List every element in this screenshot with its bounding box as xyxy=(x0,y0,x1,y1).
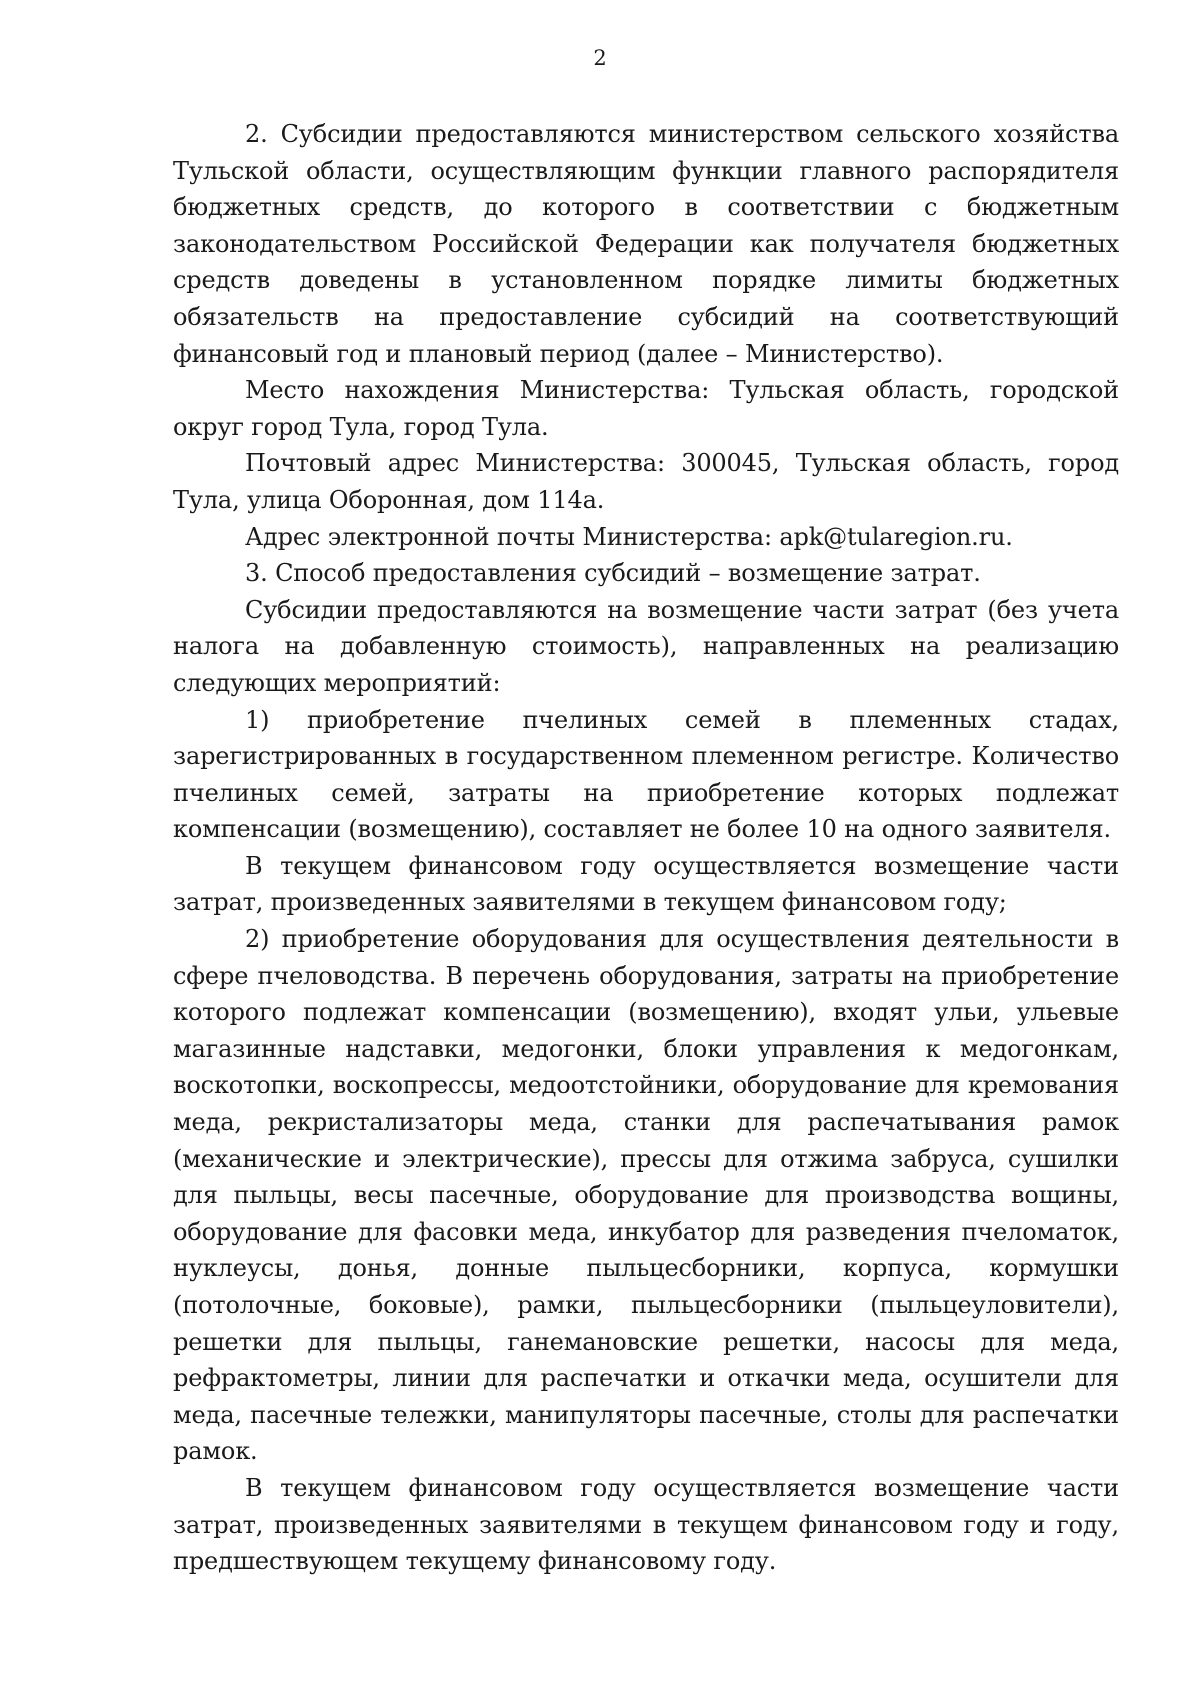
paragraph-item-2-period: В текущем финансовом году осуществляется возмещение части затрат, произведенных заявителями в текущем финансовом году и году, предшествующем текущему финансовому году. xyxy=(173,1473,1119,1576)
paragraph-ministry-location: Место нахождения Министерства: Тульская область, городской округ город Тула, город Тула. xyxy=(173,376,1119,441)
paragraph-subsidy-provider: 2. Субсидии предоставляются министерством сельского хозяйства Тульской области, осуществляющим функции главного распорядителя бюджетных средств, до которого в соответствии с бюджетным законодательством Российской Федерации как получателя бюджетных средств доведены в установленном порядке лимиты бюджетных обязательств на предоставление субсидий на соответствующий финансовый год и плановый период (далее – Министерство). xyxy=(173,120,1119,368)
page-number: 2 xyxy=(593,46,607,70)
paragraph-email-address: Адрес электронной почты Министерства: apk@tularegion.ru. xyxy=(245,522,1013,551)
paragraph-item-2-equipment: 2) приобретение оборудования для осуществления деятельности в сфере пчеловодства. В перечень оборудования, затраты на приобретение которого подлежат компенсации (возмещению), входят ульи, ульевые магазинные надставки, медогонки, блоки управления к медогонкам, воскотопки, воскопрессы, медоотстойники, оборудование для кремования меда, рекристализаторы меда, станки для распечатывания рамок (механические и электрические), прессы для отжима забруса, сушилки для пыльцы, весы пасечные, оборудование для производства вощины, оборудование для фасовки меда, инкубатор для разведения пчеломаток, нуклеусы, донья, донные пыльцесборники, корпуса, кормушки (потолочные, боковые), рамки, пыльцесборники (пыльцеуловители), решетки для пыльцы, ганемановские решетки, насосы для меда, рефрактометры, линии для распечатки и откачки меда, осушители для меда, пасечные тележки, манипуляторы пасечные, столы для распечатки рамок. xyxy=(173,925,1119,1466)
document-body xyxy=(173,116,1119,1580)
paragraph-item-1-bee-colonies: 1) приобретение пчелиных семей в племенных стадах, зарегистрированных в государственном племенном регистре. Количество пчелиных семей, затраты на приобретение которых подлежат компенсации (возмещению), составляет не более 10 на одного заявителя. xyxy=(173,705,1119,844)
paragraph-subsidy-method: 3. Способ предоставления субсидий – возмещение затрат. xyxy=(245,559,981,588)
paragraph-subsidy-purpose: Субсидии предоставляются на возмещение части затрат (без учета налога на добавленную стоимость), направленных на реализацию следующих мероприятий: xyxy=(173,595,1119,697)
paragraph-postal-address: Почтовый адрес Министерства: 300045, Тульская область, город Тула, улица Оборонная, дом 114а. xyxy=(173,449,1119,514)
paragraph-item-1-period: В текущем финансовом году осуществляется возмещение части затрат, произведенных заявителями в текущем финансовом году; xyxy=(173,851,1119,917)
